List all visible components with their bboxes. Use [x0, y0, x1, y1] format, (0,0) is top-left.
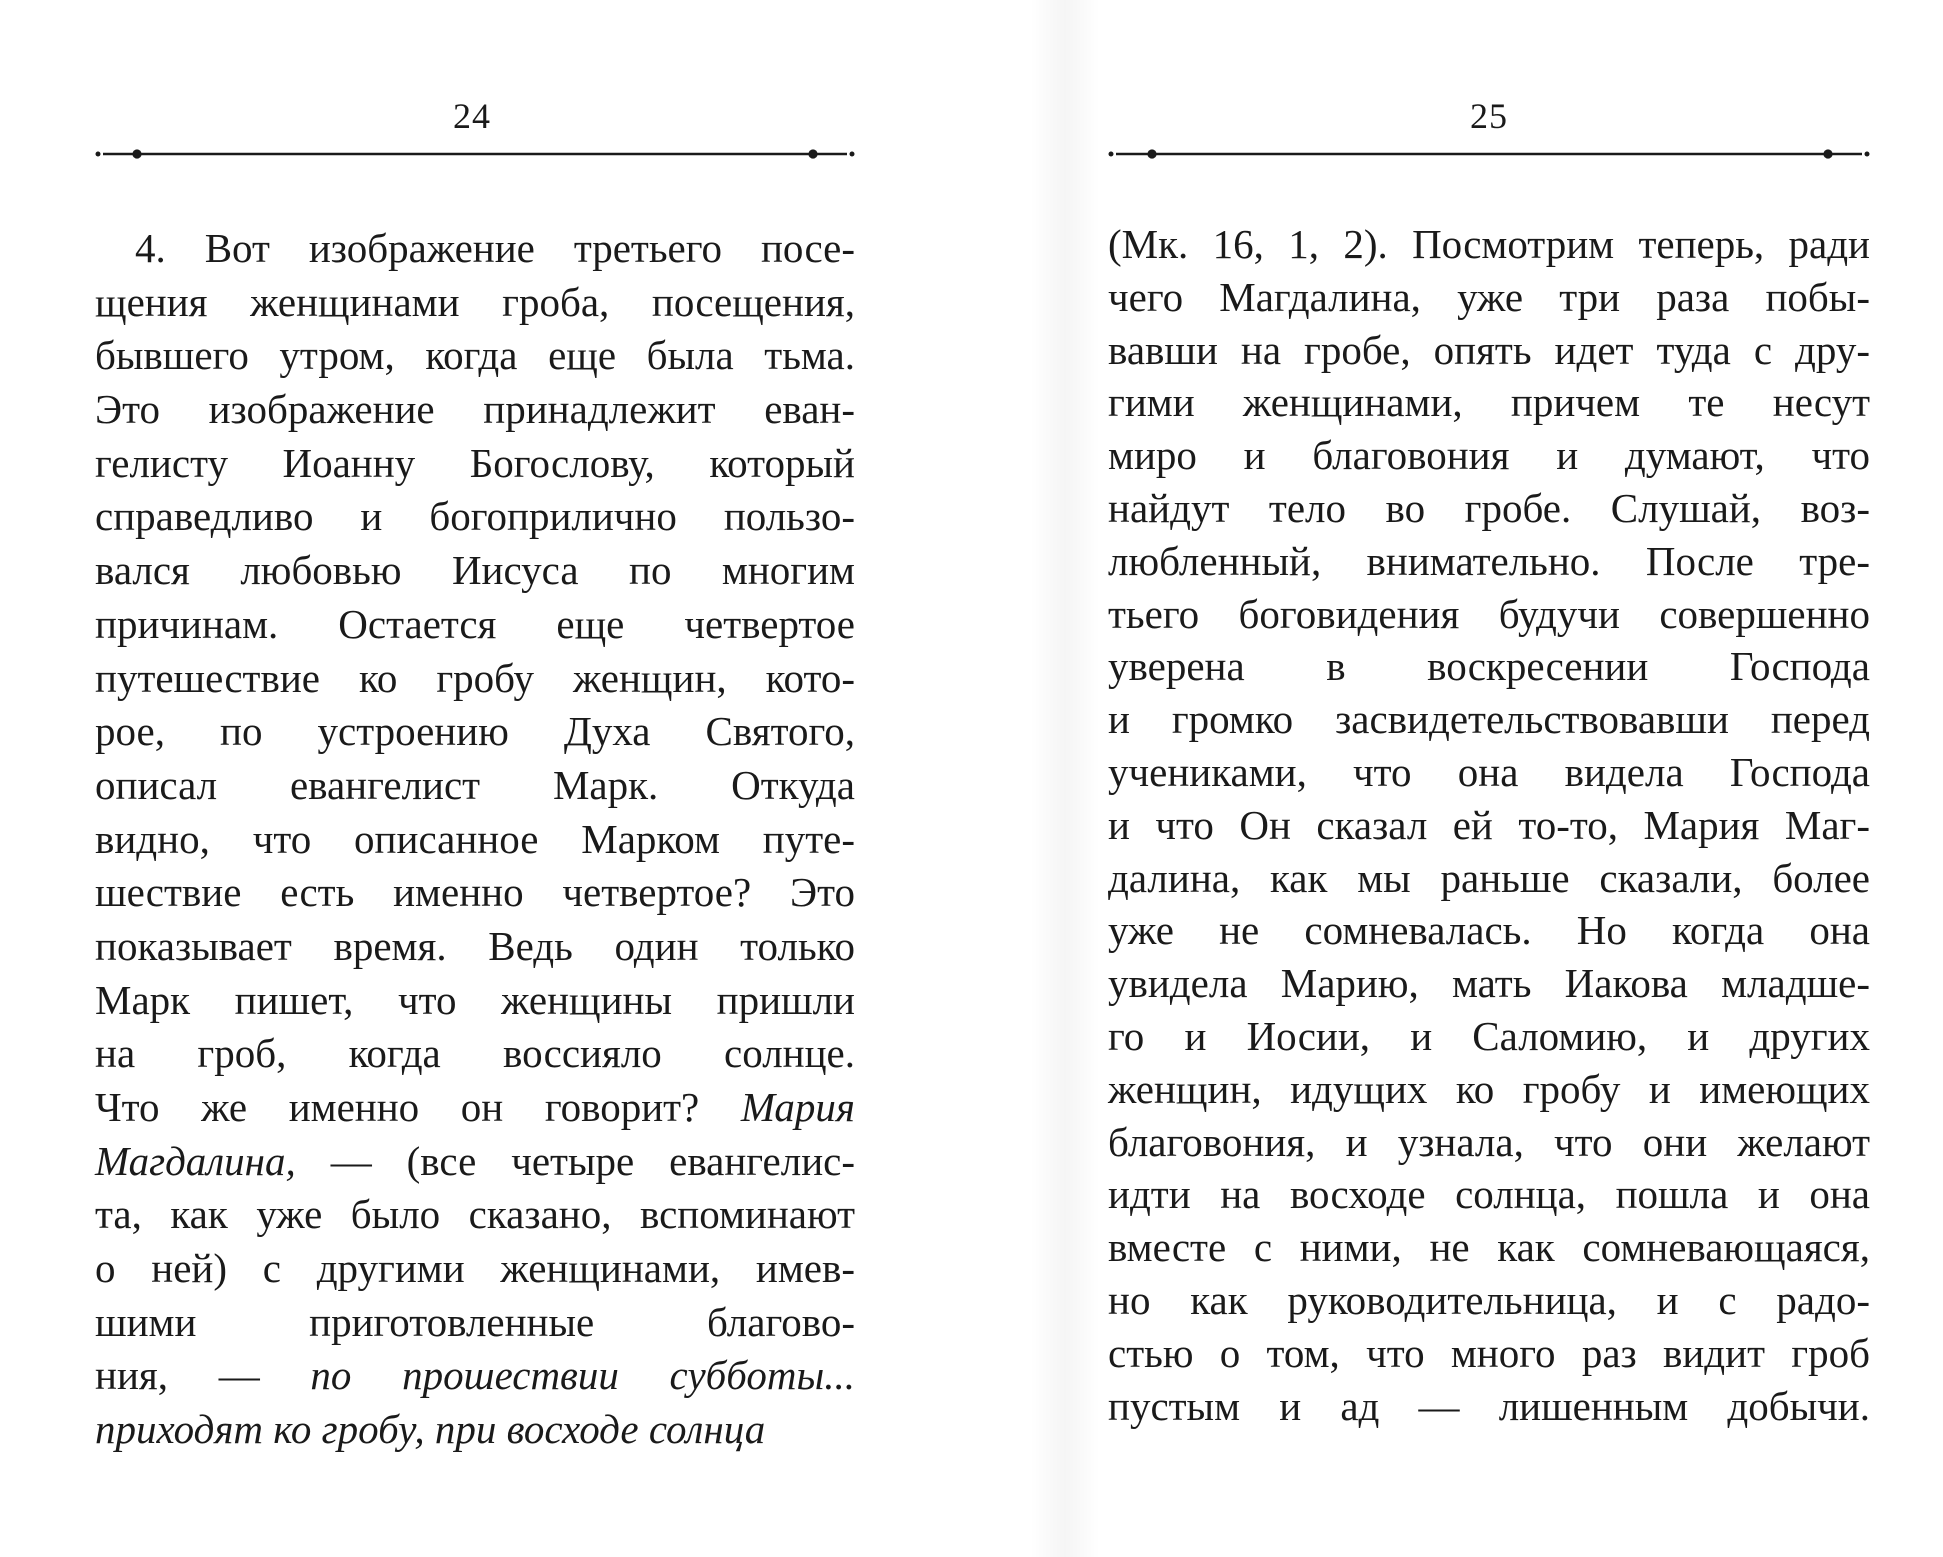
text-segment: Это изображение принадлежит еван-	[95, 386, 855, 433]
text-segment: любленный, внимательно. После тре-	[1108, 537, 1870, 584]
text-line	[95, 813, 855, 867]
text-segment: (Мк. 16, 1, 2). Посмотрим теперь, ради	[1108, 221, 1870, 267]
text-line	[95, 383, 855, 437]
text-line	[1108, 218, 1870, 271]
text-segment: вместе с ними, не как сомневающаяся,	[1108, 1224, 1870, 1271]
text-line	[95, 705, 855, 759]
text-segment: го и Иосии, и Саломию, и других	[1108, 1012, 1870, 1059]
text-segment: гелисту Иоанну Богослову, который	[95, 439, 855, 486]
text-line	[1108, 376, 1870, 429]
text-segment: о ней) с другими женщинами, имев-	[95, 1245, 855, 1292]
text-line	[95, 437, 855, 491]
text-segment: уверена в воскресении Господа	[1108, 643, 1870, 690]
header-rule	[1108, 148, 1870, 160]
text-segment: 4. Вот изображение третьего посе-	[135, 225, 855, 271]
right-page	[1108, 0, 1870, 1557]
text-segment: но как руководительница, и с радо-	[1108, 1276, 1870, 1323]
text-segment: уже не сомневалась. Но когда она	[1108, 907, 1870, 954]
text-segment: причинам. Остается еще четвертое	[95, 600, 855, 647]
text-line	[95, 598, 855, 652]
text-line	[95, 1242, 855, 1296]
text-segment: учениками, что она видела Господа	[1108, 748, 1870, 795]
text-line	[1108, 1168, 1870, 1221]
text-line	[1108, 588, 1870, 641]
text-line	[1108, 904, 1870, 957]
text-segment: стью о том, что много раз видит гроб	[1108, 1329, 1870, 1376]
text-line	[1108, 429, 1870, 482]
text-line	[95, 974, 855, 1028]
text-segment: чего Магдалина, уже три раза побы-	[1108, 273, 1870, 320]
text-segment: Что же именно он говорит?	[95, 1084, 741, 1130]
decorative-rule-ornament	[1108, 148, 1870, 160]
text-segment: рое, по устроению Духа Святого,	[95, 708, 855, 755]
text-line	[1108, 1327, 1870, 1380]
text-segment: бывшего утром, когда еще была тьма.	[95, 332, 855, 379]
text-line	[1108, 1116, 1870, 1169]
text-segment: и что Он сказал ей то-то, Мария Маг-	[1108, 801, 1870, 848]
text-segment: женщин, идущих ко гробу и имеющих	[1108, 1065, 1870, 1112]
body-text	[1108, 218, 1870, 1432]
text-segment: показывает время. Ведь один только	[95, 922, 855, 969]
left-page	[95, 0, 855, 1557]
text-segment: далина, как мы раньше сказали, более	[1108, 854, 1870, 901]
text-line	[95, 866, 855, 920]
text-segment: благовония, и узнала, что они желают	[1108, 1118, 1870, 1165]
text-line	[1108, 1010, 1870, 1063]
text-segment: путешествие ко гробу женщин, кото-	[95, 654, 855, 701]
decorative-rule-ornament	[95, 148, 855, 160]
text-line	[95, 1188, 855, 1242]
text-segment: идти на восходе солнца, пошла и она	[1108, 1171, 1870, 1218]
text-segment: шими приготовленные благово-	[95, 1298, 855, 1345]
text-segment: ния, —	[95, 1352, 311, 1399]
text-line	[1108, 1380, 1870, 1433]
text-line	[1108, 535, 1870, 588]
text-line	[95, 222, 855, 276]
text-line	[1108, 482, 1870, 535]
text-segment: та, как уже было сказано, вспоминают	[95, 1191, 855, 1238]
text-line	[95, 1135, 855, 1189]
text-line	[95, 329, 855, 383]
header-rule	[95, 148, 855, 160]
text-segment: справедливо и богоприлично пользо-	[95, 493, 855, 540]
text-line	[1108, 693, 1870, 746]
text-line	[1108, 957, 1870, 1010]
text-line	[95, 759, 855, 813]
text-segment: тьего боговидения будучи совершенно	[1108, 590, 1870, 637]
text-segment: вавши на гробе, опять идет туда с дру-	[1108, 326, 1870, 373]
page-number: 24	[453, 96, 491, 136]
text-segment: шествие есть именно четвертое? Это	[95, 869, 855, 916]
page-number: 25	[1470, 96, 1508, 136]
italic-quote-text: Магдалина,	[95, 1137, 296, 1184]
text-segment: — (все четыре евангелис-	[295, 1137, 855, 1184]
text-line	[95, 652, 855, 706]
text-segment: щения женщинами гроба, посещения,	[95, 278, 855, 325]
text-segment: описал евангелист Марк. Откуда	[95, 761, 855, 808]
text-segment: и громко засвидетельствовавши перед	[1108, 696, 1870, 743]
text-line	[1108, 271, 1870, 324]
text-line	[1108, 324, 1870, 377]
text-line	[95, 276, 855, 330]
text-line	[95, 1081, 855, 1135]
text-line	[95, 920, 855, 974]
text-line	[95, 1349, 855, 1403]
italic-quote-text: Мария	[740, 1084, 855, 1130]
text-line	[95, 1403, 855, 1457]
text-segment: пустым и ад — лишенным добычи.	[1108, 1382, 1870, 1429]
text-line	[1108, 852, 1870, 905]
italic-quote-text: по прошествии субботы...	[310, 1352, 855, 1399]
text-line	[95, 490, 855, 544]
text-segment: вался любовью Иисуса по многим	[95, 547, 855, 594]
text-segment: найдут тело во гробе. Слушай, воз-	[1108, 484, 1870, 531]
text-line	[1108, 640, 1870, 693]
book-gutter	[1030, 0, 1100, 1557]
text-segment: Марк пишет, что женщины пришли	[95, 976, 855, 1023]
text-line	[95, 544, 855, 598]
text-line	[95, 1027, 855, 1081]
italic-quote-text: приходят ко гробу, при восходе солнца	[95, 1406, 766, 1453]
text-line	[1108, 1063, 1870, 1116]
text-line	[1108, 1274, 1870, 1327]
text-segment: видно, что описанное Марком путе-	[95, 815, 855, 862]
text-segment: миро и благовония и думают, что	[1108, 432, 1870, 479]
text-line	[1108, 799, 1870, 852]
text-line	[1108, 746, 1870, 799]
text-line	[95, 1296, 855, 1350]
text-line	[1108, 1221, 1870, 1274]
body-text	[95, 222, 855, 1457]
text-segment: на гроб, когда воссияло солнце.	[95, 1030, 855, 1077]
text-segment: увидела Марию, мать Иакова младше-	[1108, 960, 1870, 1007]
text-segment: гими женщинами, причем те несут	[1108, 379, 1870, 426]
